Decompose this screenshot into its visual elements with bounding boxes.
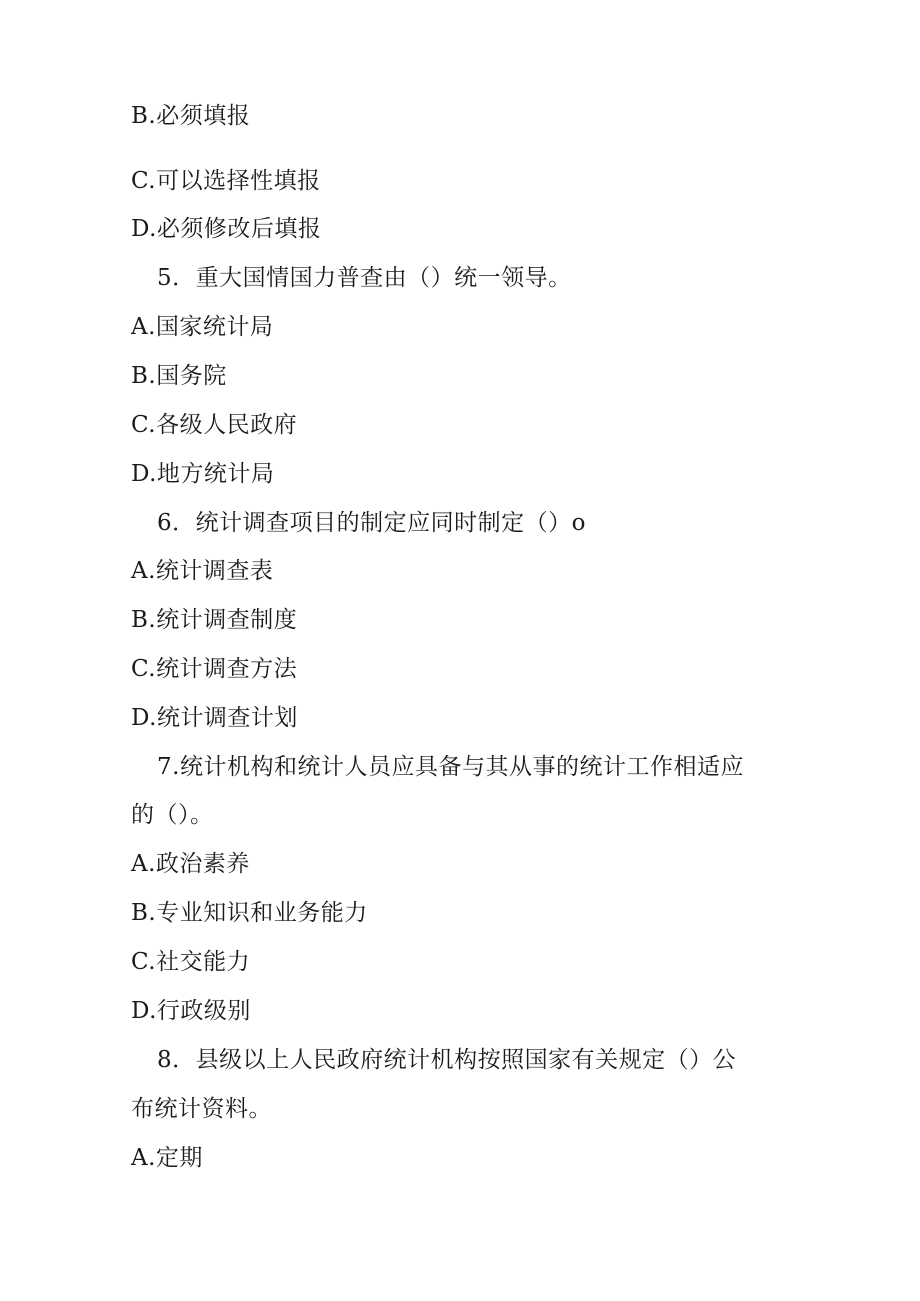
question-6: 6．统计调查项目的制定应同时制定（）o — [157, 510, 586, 536]
option-7c: C.社交能力 — [131, 949, 251, 975]
option-5b: B.国务院 — [131, 363, 227, 389]
question-8: 8．县级以上人民政府统计机构按照国家有关规定（）公 — [157, 1047, 737, 1073]
option-4b: B.必须填报 — [131, 103, 251, 129]
option-7b: B.专业知识和业务能力 — [131, 900, 368, 926]
option-5a: A.国家统计局 — [131, 314, 274, 340]
option-6c: C.统计调查方法 — [131, 656, 298, 682]
option-5c: C.各级人民政府 — [131, 412, 298, 438]
option-7a: A.政治素养 — [131, 851, 250, 877]
question-8-continuation: 布统计资料。 — [131, 1096, 272, 1122]
option-8a: A.定期 — [131, 1145, 203, 1171]
question-7: 7.统计机构和统计人员应具备与其从事的统计工作相适应 — [157, 754, 744, 780]
option-6b: B.统计调查制度 — [131, 607, 298, 633]
question-5: 5．重大国情国力普查由（）统一领导。 — [157, 265, 572, 291]
option-6a: A.统计调查表 — [131, 558, 274, 584]
option-4d: D.必须修改后填报 — [131, 216, 322, 242]
question-7-continuation: 的（）。 — [131, 802, 214, 828]
option-6d: D.统计调查计划 — [131, 705, 298, 731]
option-4c: C.可以选择性填报 — [131, 168, 321, 194]
option-5d: D.地方统计局 — [131, 461, 275, 487]
option-7d: D.行政级别 — [131, 998, 251, 1024]
